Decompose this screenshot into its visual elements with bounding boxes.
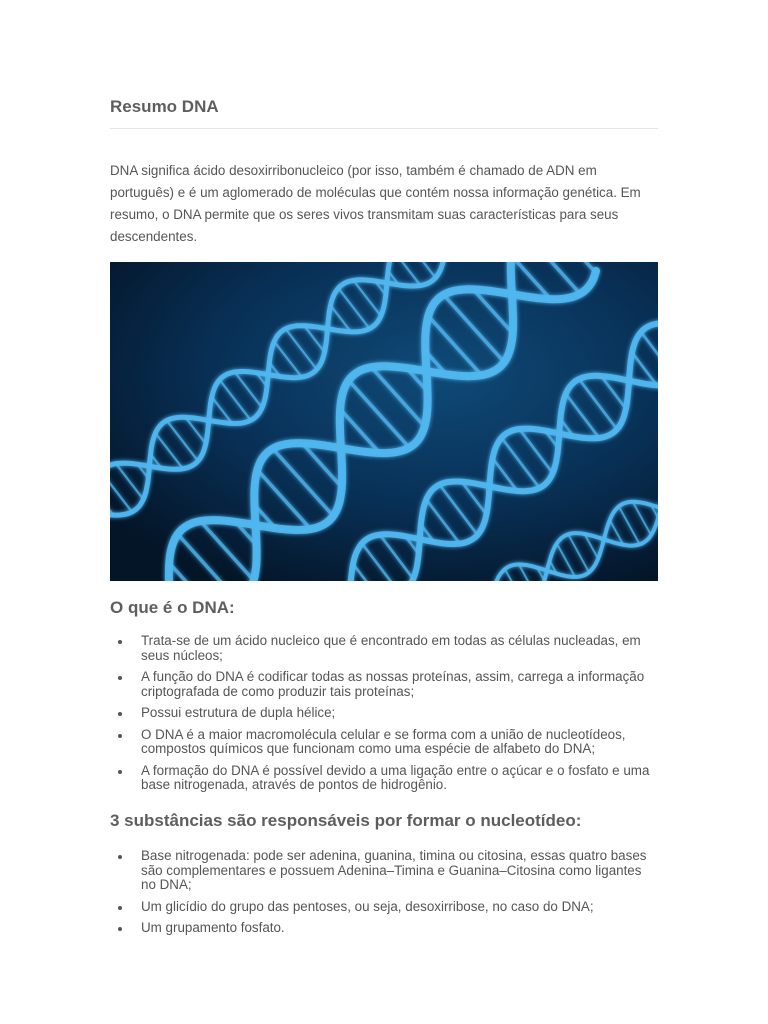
what-is-dna-list — [110, 634, 658, 800]
list-item: A formação do DNA é possível devido a uma ligação entre o açúcar e o fosfato e uma base nitrogenada, através de pontos de hidrogênio. — [110, 764, 658, 793]
bullet-icon — [118, 927, 122, 931]
title-divider — [110, 128, 658, 129]
bullet-icon — [118, 770, 122, 774]
bullet-icon — [118, 855, 122, 859]
list-item: O DNA é a maior macromolécula celular e se forma com a união de nucleotídeos, compostos químicos que funcionam como uma espécie de alfabeto do DNA; — [110, 728, 658, 757]
section-heading-what-is-dna: O que é o DNA: — [110, 598, 235, 617]
list-item: Base nitrogenada: pode ser adenina, guanina, timina ou citosina, essas quatro bases são complementares e possuem Adenina–Timina e Guanina–Citosina como ligantes no DNA; — [110, 849, 658, 893]
list-item: Um grupamento fosfato. — [110, 921, 658, 936]
bullet-icon — [118, 640, 122, 644]
list-item: Um glicídio do grupo das pentoses, ou seja, desoxirribose, no caso do DNA; — [110, 900, 658, 915]
bullet-icon — [118, 676, 122, 680]
list-item: Trata-se de um ácido nucleico que é encontrado em todas as células nucleadas, em seus núcleos; — [110, 634, 658, 663]
section-heading-nucleotide-substances: 3 substâncias são responsáveis por formar o nucleotídeo: — [110, 811, 582, 830]
bullet-icon — [118, 734, 122, 738]
page-title: Resumo DNA — [110, 97, 219, 116]
list-item: Possui estrutura de dupla hélice; — [110, 706, 658, 721]
intro-paragraph: DNA significa ácido desoxirribonucleico (por isso, também é chamado de ADN em português) e é um aglomerado de moléculas que contém nossa informação genética. Em resumo, o DNA permite que os seres vivos transmitam suas características para seus descendentes. — [110, 163, 641, 244]
nucleotide-substances-list — [110, 849, 658, 943]
dna-double-helix-image — [110, 262, 658, 581]
bullet-icon — [118, 712, 122, 716]
bullet-icon — [118, 906, 122, 910]
list-item: A função do DNA é codificar todas as nossas proteínas, assim, carrega a informação criptografada de como produzir tais proteínas; — [110, 670, 658, 699]
